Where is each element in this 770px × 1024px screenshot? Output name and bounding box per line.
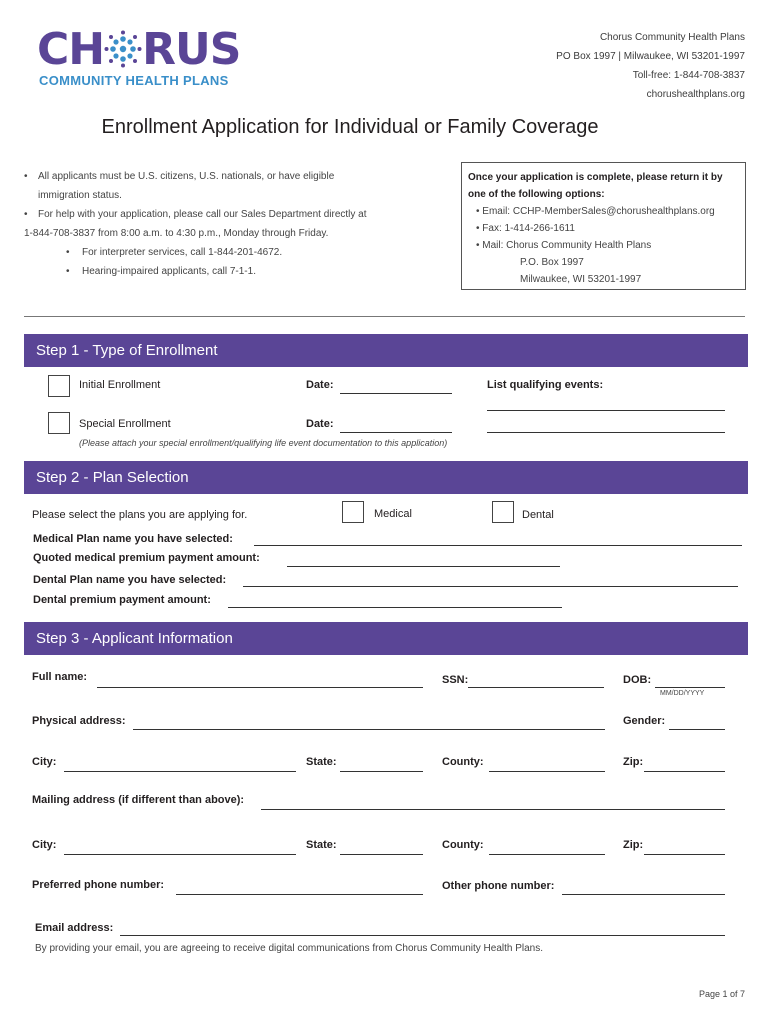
contact-phone: Toll-free: 1-844-708-3837: [632, 70, 745, 81]
return-mail: • Mail: Chorus Community Health Plans: [476, 240, 652, 251]
logo-wordmark: CH RUS: [37, 24, 241, 75]
dental-plan-label: Dental Plan name you have selected:: [33, 574, 227, 586]
mailing-zip-field[interactable]: [644, 854, 725, 855]
preferred-phone-label: Preferred phone number:: [32, 879, 165, 891]
medical-premium-label: Quoted medical premium payment amount:: [33, 552, 260, 564]
mailing-zip-label: Zip:: [623, 839, 644, 851]
initial-date-label: Date:: [306, 379, 334, 391]
ssn-field[interactable]: [468, 687, 604, 688]
medical-plan-label: Medical Plan name you have selected:: [33, 533, 233, 545]
instruction-item-cont: immigration status.: [38, 190, 122, 201]
preferred-phone-field[interactable]: [176, 894, 423, 895]
plan-select-prompt: Please select the plans you are applying for.: [32, 509, 248, 521]
ssn-label: SSN:: [442, 674, 469, 686]
qualifying-events-field-2[interactable]: [487, 432, 725, 433]
mailing-city-label: City:: [32, 839, 57, 851]
qualifying-events-label: List qualifying events:: [487, 379, 604, 391]
email-field[interactable]: [120, 935, 725, 936]
county-field[interactable]: [489, 771, 605, 772]
special-enrollment-note: (Please attach your special enrollment/qualifying life event documentation to this application): [79, 438, 448, 448]
page-title: Enrollment Application for Individual or Family Coverage: [101, 116, 599, 138]
mailing-address-field[interactable]: [261, 809, 725, 810]
contact-address: PO Box 1997 | Milwaukee, WI 53201-1997: [556, 51, 745, 62]
city-field[interactable]: [64, 771, 296, 772]
dob-label: DOB:: [623, 674, 652, 686]
medical-plan-field[interactable]: [254, 545, 742, 546]
special-enrollment-label: Special Enrollment: [79, 418, 171, 430]
dob-field[interactable]: [655, 687, 725, 688]
other-phone-label: Other phone number:: [442, 880, 555, 892]
instructions-list: [24, 167, 444, 281]
mailing-state-field[interactable]: [340, 854, 423, 855]
contact-org: Chorus Community Health Plans: [599, 32, 745, 43]
physical-address-label: Physical address:: [32, 715, 126, 727]
mailing-county-label: County:: [442, 839, 484, 851]
full-name-label: Full name:: [32, 671, 88, 683]
other-phone-field[interactable]: [562, 894, 725, 895]
dental-checkbox[interactable]: [492, 501, 514, 523]
instruction-subitem: • Hearing-impaired applicants, call 7-1-1.: [24, 262, 444, 281]
return-heading: Once your application is complete, please return it by: [468, 172, 723, 183]
zip-label: Zip:: [623, 756, 644, 768]
return-options-box: [461, 162, 746, 290]
page-number: Page 1 of 7: [698, 989, 745, 999]
dental-premium-field[interactable]: [228, 607, 562, 608]
contact-block: [556, 28, 745, 104]
mailing-county-field[interactable]: [489, 854, 605, 855]
return-mail-city: Milwaukee, WI 53201-1997: [520, 274, 642, 285]
email-disclaimer: By providing your email, you are agreeing to receive digital communications from Chorus Community Health Plans.: [35, 943, 544, 954]
step3-header: Step 3 - Applicant Information: [24, 622, 748, 655]
medical-label: Medical: [374, 508, 412, 520]
full-name-field[interactable]: [97, 687, 423, 688]
step1-header: Step 1 - Type of Enrollment: [24, 334, 748, 367]
dental-label: Dental: [522, 509, 554, 521]
county-label: County:: [442, 756, 484, 768]
mailing-address-label: Mailing address (if different than above):: [32, 794, 245, 806]
divider: [24, 316, 745, 317]
instruction-item: • All applicants must be U.S. citizens, U.S. nationals, or have eligible: [24, 167, 444, 186]
dob-format-hint: MM/DD/YYYY: [660, 690, 705, 697]
initial-enrollment-checkbox[interactable]: [48, 375, 70, 397]
special-enrollment-checkbox[interactable]: [48, 412, 70, 434]
initial-enrollment-label: Initial Enrollment: [79, 379, 161, 391]
return-email: • Email: CCHP-MemberSales@chorushealthplans.org: [476, 206, 715, 217]
dental-premium-label: Dental premium payment amount:: [33, 594, 211, 606]
special-date-field[interactable]: [340, 432, 452, 433]
instruction-item-cont: 1-844-708-3837 from 8:00 a.m. to 4:30 p.m., Monday through Friday.: [24, 228, 329, 239]
mailing-state-label: State:: [306, 839, 337, 851]
mailing-city-field[interactable]: [64, 854, 296, 855]
gender-field[interactable]: [669, 729, 725, 730]
city-label: City:: [32, 756, 57, 768]
contact-website[interactable]: chorushealthplans.org: [646, 89, 745, 100]
state-field[interactable]: [340, 771, 423, 772]
gender-label: Gender:: [623, 715, 666, 727]
globe-icon: [104, 30, 142, 68]
medical-checkbox[interactable]: [342, 501, 364, 523]
qualifying-events-field-1[interactable]: [487, 410, 725, 411]
return-mail-box: P.O. Box 1997: [520, 257, 584, 268]
logo-subtitle: COMMUNITY HEALTH PLANS: [39, 73, 229, 88]
medical-premium-field[interactable]: [287, 566, 560, 567]
dental-plan-field[interactable]: [243, 586, 738, 587]
email-label: Email address:: [35, 922, 114, 934]
special-date-label: Date:: [306, 418, 334, 430]
return-fax: • Fax: 1-414-266-1611: [476, 223, 575, 234]
state-label: State:: [306, 756, 337, 768]
initial-date-field[interactable]: [340, 393, 452, 394]
zip-field[interactable]: [644, 771, 725, 772]
step2-header: Step 2 - Plan Selection: [24, 461, 748, 494]
physical-address-field[interactable]: [133, 729, 605, 730]
return-heading-cont: one of the following options:: [468, 189, 605, 200]
instruction-subitem: • For interpreter services, call 1-844-201-4672.: [24, 243, 444, 262]
instruction-item: • For help with your application, please call our Sales Department directly at: [24, 205, 444, 224]
